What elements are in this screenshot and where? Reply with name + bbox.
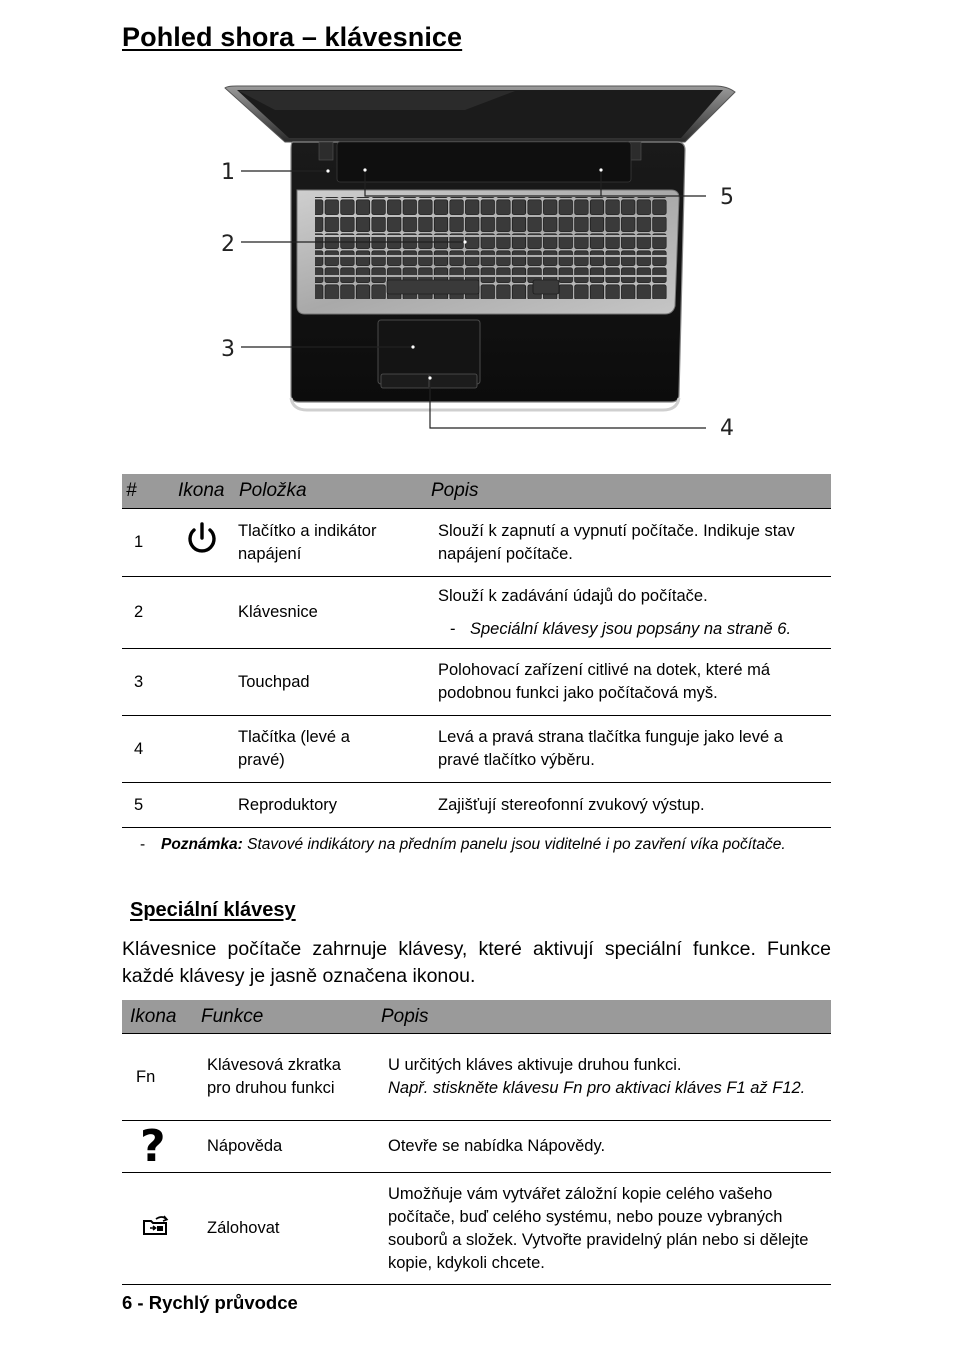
row-desc: U určitých kláves aktivuje druhou funkci. (388, 1056, 682, 1074)
row-desc: Polohovací zařízení citlivé na dotek, které má podobnou funkci jako počítačová myš. (431, 649, 831, 716)
note-dash: - (140, 836, 146, 853)
row-desc: Slouží k zadávání údajů do počítače. (438, 586, 708, 605)
fn-key-label: Fn (122, 1034, 196, 1121)
row-desc-example: Např. stiskněte klávesu Fn pro aktivaci kláves F1 až F12. (388, 1079, 806, 1097)
row-desc: Umožňuje vám vytvářet záložní kopie celého vašeho počítače, buď celého systému, nebo pouze vybraných souborů a složek. Vytvořte pravidelný plán nebo si dělejte kopie, kdykoli chcete. (378, 1173, 831, 1285)
row-num: 3 (122, 649, 168, 716)
backup-icon (142, 1213, 170, 1237)
table-row (122, 716, 831, 783)
page-title: Pohled shora – klávesnice (122, 22, 463, 52)
header-desc: Popis (431, 480, 479, 501)
callout-4: 4 (720, 416, 734, 440)
row-num: 2 (122, 577, 168, 649)
table-row (122, 1121, 831, 1173)
header-desc: Popis (378, 1000, 831, 1034)
question-mark-icon: ? (122, 1121, 196, 1173)
special-keys-table (122, 1000, 831, 1285)
header-function: Funkce (196, 1000, 378, 1034)
table-row (122, 783, 831, 828)
row-function: Nápověda (196, 1121, 378, 1173)
section-heading: Speciální klávesy (130, 899, 296, 921)
header-icon: Ikona (122, 1000, 196, 1034)
header-num: # (126, 480, 137, 501)
row-item: Klávesnice (238, 577, 431, 649)
header-item: Položka (239, 480, 307, 501)
components-table-header (122, 474, 831, 509)
row-item: Touchpad (238, 649, 431, 716)
row-desc: Otevře se nabídka Nápovědy. (378, 1121, 831, 1173)
table-row (122, 649, 831, 716)
intro-paragraph: Klávesnice počítače zahrnuje klávesy, které aktivují speciální funkce. Funkce každé klávesy je jasně označena ikonou. (122, 938, 831, 987)
table-row (122, 577, 831, 649)
row-item: Tlačítko a indikátor napájení (238, 509, 431, 577)
row-num: 1 (122, 509, 168, 577)
note-text: Stavové indikátory na předním panelu jsou viditelné i po zavření víka počítače. (242, 836, 786, 853)
row-item: Reproduktory (238, 783, 431, 828)
callout-5: 5 (720, 185, 734, 210)
row-desc-note: - Speciální klávesy jsou popsány na straně 6. (450, 619, 792, 638)
row-item: Tlačítka (levé a pravé) (238, 716, 431, 783)
row-num: 5 (122, 783, 168, 828)
row-desc: Levá a pravá strana tlačítka funguje jako levé a pravé tlačítko výběru. (431, 716, 831, 783)
table-row (122, 509, 831, 577)
laptop-top-view-illustration (215, 80, 745, 440)
row-function: Zálohovat (196, 1173, 378, 1285)
row-num: 4 (122, 716, 168, 783)
callout-2: 2 (221, 232, 235, 257)
components-table (122, 474, 831, 828)
footer-page-label: 6 - Rychlý průvodce (122, 1292, 298, 1313)
row-function: Klávesová zkratka pro druhou funkci (196, 1034, 378, 1121)
header-icon: Ikona (178, 480, 225, 501)
callout-1: 1 (221, 160, 235, 185)
power-icon (184, 521, 220, 557)
row-desc: Slouží k zapnutí a vypnutí počítače. Indikuje stav napájení počítače. (431, 509, 831, 577)
special-keys-table-header (122, 1000, 831, 1034)
note-label: Poznámka: (161, 836, 243, 853)
callout-3: 3 (221, 337, 235, 362)
table-row (122, 1034, 831, 1121)
note (140, 834, 830, 856)
table-row (122, 1173, 831, 1285)
row-desc: Zajišťují stereofonní zvukový výstup. (431, 783, 831, 828)
